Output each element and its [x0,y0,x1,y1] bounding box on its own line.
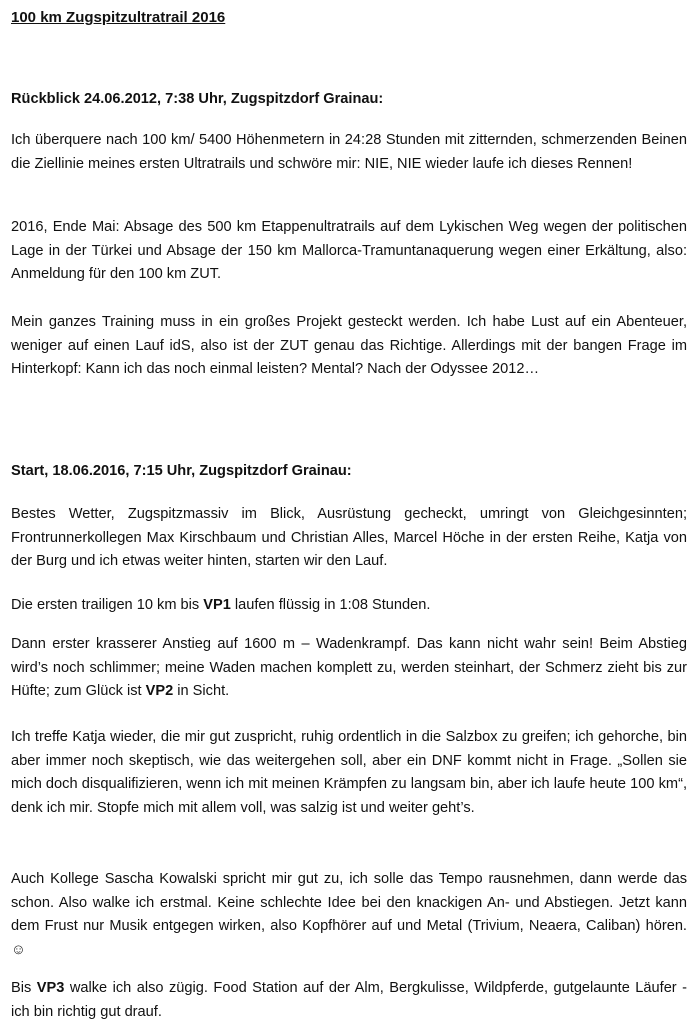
text-run: Die ersten trailigen 10 km bis [11,597,204,613]
text-run: walke ich also zügig. Food Station auf der Alm, Bergkulisse, Wildpferde, gutgelaunte Läufer - ich bin richtig gut drauf. [11,980,688,1020]
checkpoint-label: VP2 [145,683,174,699]
paragraph: 2016, Ende Mai: Absage des 500 km Etappenultratrails auf dem Lykischen Weg wegen der politischen Lage in der Türkei und Absage der 150 km Mallorca-Tramuntanaquerung wegen einer Erkältung, also: Anmeldung für den 100 km ZUT. [11,219,687,282]
section-heading-rueckblick: Rückblick 24.06.2012, 7:38 Uhr, Zugspitzdorf Grainau: [11,91,384,107]
document-title: 100 km Zugspitzultratrail 2016 [11,9,226,26]
text-run: laufen flüssig in 1:08 Stunden. [230,597,431,613]
checkpoint-label: VP3 [36,980,65,996]
text-run: in Sicht. [173,683,230,699]
checkpoint-label: VP1 [203,597,231,613]
text-run: Bis [11,980,37,996]
text-run: Dann erster krasserer Anstieg auf 1600 m – Wadenkrampf. Das kann nicht wahr sein! Beim Abstieg wird’s noch schlimmer; meine Waden machen komplett zu, werden steinhart, der Schmerz zieht bis zur Hüfte; zum Glück ist [11,636,687,699]
paragraph [11,977,687,1024]
paragraph [11,594,687,618]
paragraph: Ich überquere nach 100 km/ 5400 Höhenmetern in 24:28 Stunden mit zitternden, schmerzenden Beinen die Ziellinie meines ersten Ultratrails und schwöre mir: NIE, NIE wieder laufe ich dieses Rennen! [11,132,687,172]
paragraph: Auch Kollege Sascha Kowalski spricht mir gut zu, ich solle das Tempo rausnehmen, dann werde das schon. Also walke ich erstmal. Keine schlechte Idee bei den knackigen An- und Abstiegen. Jetzt kann dem Frust nur Musik entgegen wirken, also Kopfhörer auf und Metal (Trivium, Neaera, Caliban) hören. ☺ [11,871,687,958]
paragraph: Mein ganzes Training muss in ein großes Projekt gesteckt werden. Ich habe Lust auf ein Abenteuer, weniger auf einen Lauf idS, also ist der ZUT genau das Richtige. Allerdings mit der bangen Frage im Hinterkopf: Kann ich das noch einmal leisten? Mental? Nach der Odyssee 2012… [11,314,687,377]
section-heading-start: Start, 18.06.2016, 7:15 Uhr, Zugspitzdorf Grainau: [11,463,352,479]
paragraph: Ich treffe Katja wieder, die mir gut zuspricht, ruhig ordentlich in die Salzbox zu greifen; ich gehorche, bin aber immer noch skeptisch, wie das weitergehen soll, aber ein DNF kommt nicht in Frage. „Sollen sie mich doch disqualifizieren, wenn ich mit meinen Krämpfen zu langsam bin, aber ich laufe heute 100 km“, denk ich mir. Stopfe mich mit allem voll, was salzig ist und weiter geht’s. [11,729,687,816]
paragraph [11,633,687,704]
paragraph: Bestes Wetter, Zugspitzmassiv im Blick, Ausrüstung gecheckt, umringt von Gleichgesinnten; Frontrunnerkollegen Max Kirschbaum und Christian Alles, Marcel Höche in der ersten Reihe, Katja von der Burg und ich etwas weiter hinten, starten wir den Lauf. [11,506,687,569]
